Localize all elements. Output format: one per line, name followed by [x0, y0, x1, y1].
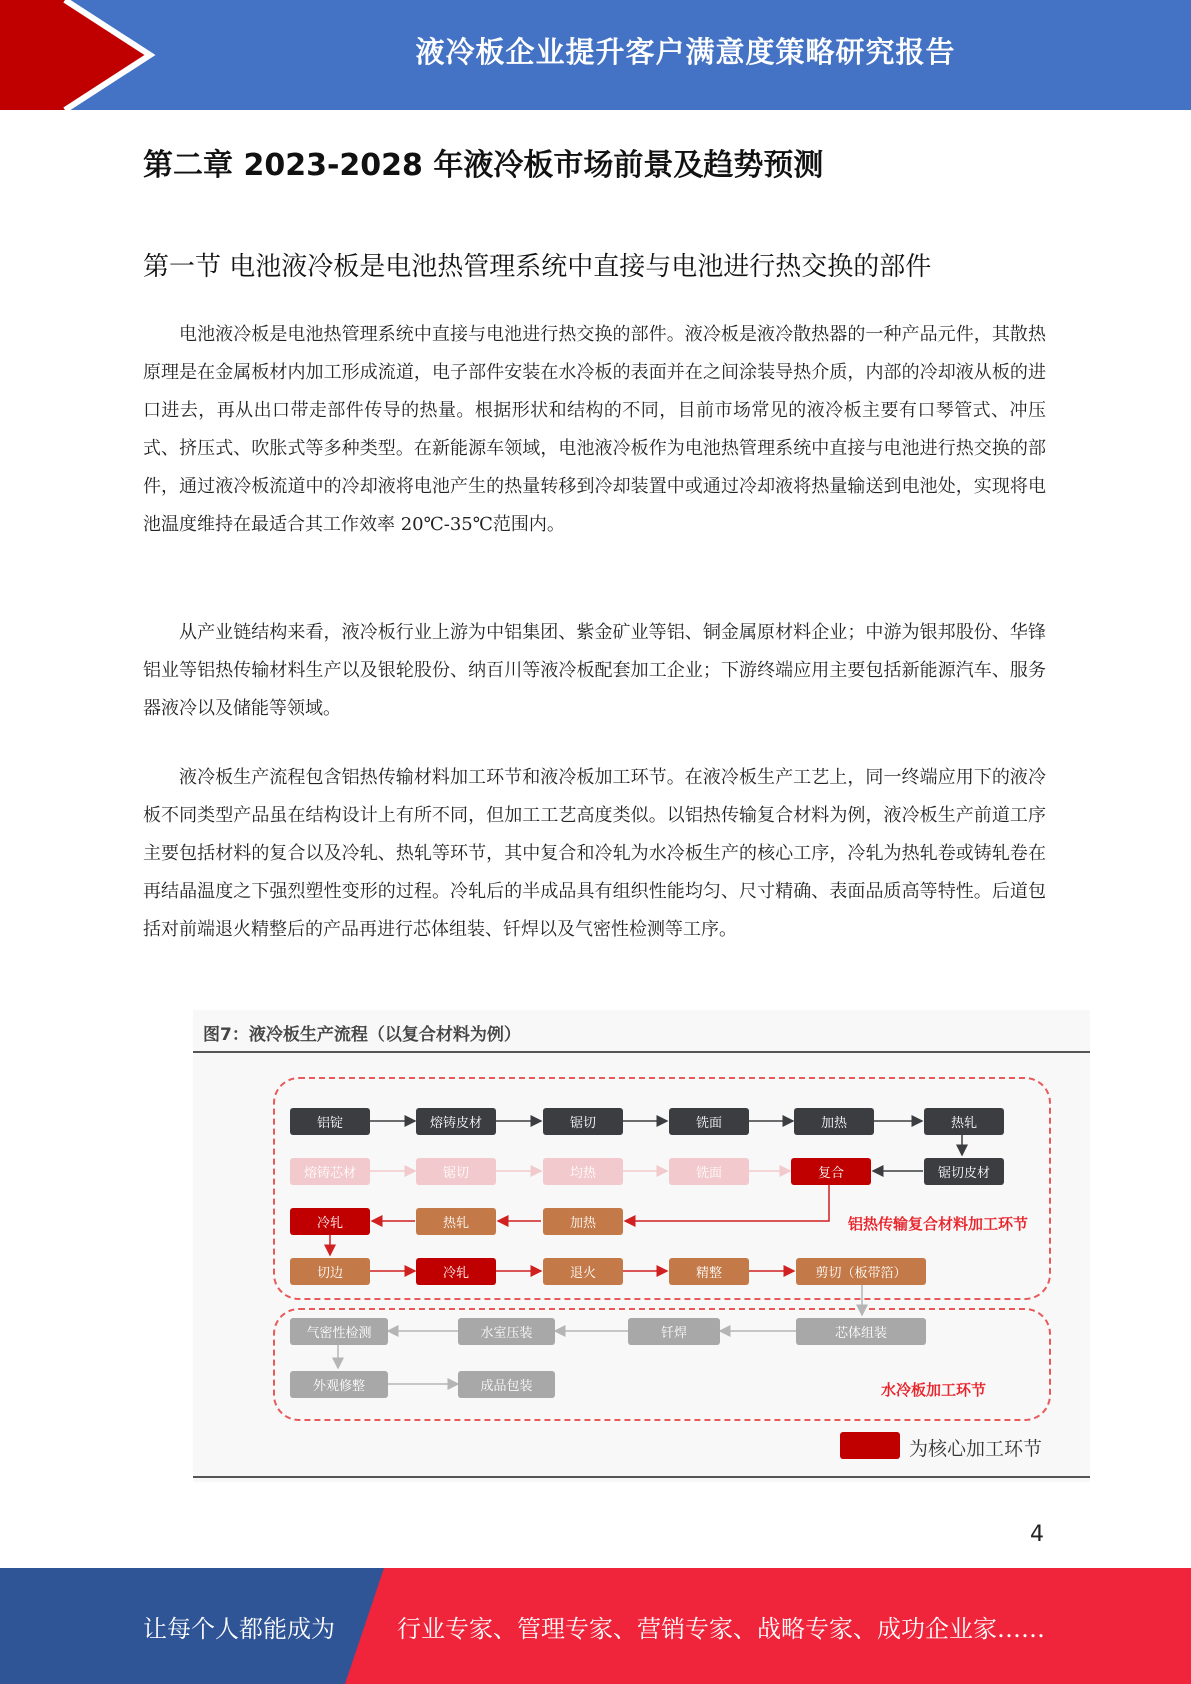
report-title: 液冷板企业提升客户满意度策略研究报告: [415, 34, 956, 69]
paragraph-production-process: 液冷板生产流程包含铝热传输材料加工环节和液冷板加工环节。在液冷板生产工艺上，同一终端应用下的液冷板不同类型产品虽在结构设计上有所不同，但加工工艺高度类似。以铝热传输复合材料为例，液冷板生产前道工序主要包括材料的复合以及冷轧、热轧等环节，其中复合和冷轧为水冷板生产的核心工序，冷轧为热轧卷或铸轧卷在再结晶温度之下强烈塑性变形的过程。冷轧后的半成品具有组织性能均匀、尺寸精确、表面品质高等特性。后道包括对前端退火精整后的产品再进行芯体组装、钎焊以及气密性检测等工序。: [143, 767, 1046, 940]
footer-slogan-left: 让每个人都能成为: [143, 1614, 335, 1643]
node-anneal: 退火: [543, 1258, 623, 1285]
paragraph-industry-chain: 从产业链结构来看，液冷板行业上游为中铝集团、紫金矿业等铝、铜金属原材料企业；中游为银邦股份、华锋铝业等铝热传输材料生产以及银轮股份、纳百川等液冷板配套加工企业；下游终端应用主要包括新能源汽车、服务器液冷以及储能等领域。: [143, 622, 1046, 719]
footer-slogan-right: 行业专家、管理专家、营销专家、战略专家、成功企业家……: [397, 1614, 1045, 1643]
figure-title: 图7：液冷板生产流程（以复合材料为例）: [203, 1025, 521, 1045]
node-homogenize: 均热: [543, 1158, 623, 1185]
header-chevron-decoration: [0, 0, 180, 110]
node-cast-skin: 熔铸皮材: [416, 1108, 496, 1135]
node-trim: 切边: [290, 1258, 370, 1285]
node-finish: 精整: [669, 1258, 749, 1285]
node-appearance: 外观修整: [290, 1371, 388, 1398]
water-zone-label: 水冷板加工环节: [881, 1381, 987, 1399]
node-mill-1: 铣面: [669, 1108, 749, 1135]
node-aluminum-ingot: 铝锭: [290, 1108, 370, 1135]
node-mill-2: 铣面: [669, 1158, 749, 1185]
node-hot-roll-1: 热轧: [924, 1108, 1004, 1135]
page-number: 4: [1030, 1522, 1044, 1547]
node-shear: 剪切（板带箔）: [796, 1258, 926, 1285]
node-cold-roll-1: 冷轧: [290, 1208, 370, 1235]
legend-core-text: 为核心加工环节: [909, 1438, 1043, 1460]
node-hot-roll-2: 热轧: [416, 1208, 496, 1235]
node-core-assembly: 芯体组装: [796, 1318, 926, 1345]
node-saw-2: 锯切: [416, 1158, 496, 1185]
figure-bottom-rule: [193, 1476, 1090, 1478]
page-header: [0, 0, 1191, 110]
node-heat-2: 加热: [543, 1208, 623, 1235]
node-water-press: 水室压装: [458, 1318, 555, 1345]
node-cold-roll-2: 冷轧: [416, 1258, 496, 1285]
page-footer: [0, 1568, 1191, 1684]
section-title: 第一节 电池液冷板是电池热管理系统中直接与电池进行热交换的部件: [143, 252, 932, 282]
node-saw-1: 锯切: [543, 1108, 623, 1135]
flow-arrows: [193, 1010, 1090, 1482]
node-braze: 钎焊: [628, 1318, 720, 1345]
chapter-title: 第二章 2023-2028 年液冷板市场前景及趋势预测: [143, 148, 824, 183]
node-cast-core: 熔铸芯材: [290, 1158, 370, 1185]
production-flow-figure: [193, 1010, 1090, 1482]
node-composite: 复合: [791, 1158, 871, 1185]
paragraph-battery-cold-plate: 电池液冷板是电池热管理系统中直接与电池进行热交换的部件。液冷板是液冷散热器的一种产品元件，其散热原理是在金属板材内加工形成流道，电子部件安装在水冷板的表面并在之间涂装导热介质，内部的冷却液从板的进口进去，再从出口带走部件传导的热量。根据形状和结构的不同，目前市场常见的液冷板主要有口琴管式、冲压式、挤压式、吹胀式等多种类型。在新能源车领域，电池液冷板作为电池热管理系统中直接与电池进行热交换的部件，通过液冷板流道中的冷却液将电池产生的热量转移到冷却装置中或通过冷却液将热量输送到电池处，实现将电池温度维持在最适合其工作效率 20℃-35℃范围内。: [143, 324, 1046, 535]
node-packaging: 成品包装: [458, 1371, 555, 1398]
node-leak-test: 气密性检测: [290, 1318, 388, 1345]
node-saw-skin: 锯切皮材: [924, 1158, 1004, 1185]
aluminum-zone-label: 铝热传输复合材料加工环节: [848, 1215, 1029, 1233]
legend-core-swatch: [840, 1432, 900, 1459]
node-heat-1: 加热: [794, 1108, 874, 1135]
